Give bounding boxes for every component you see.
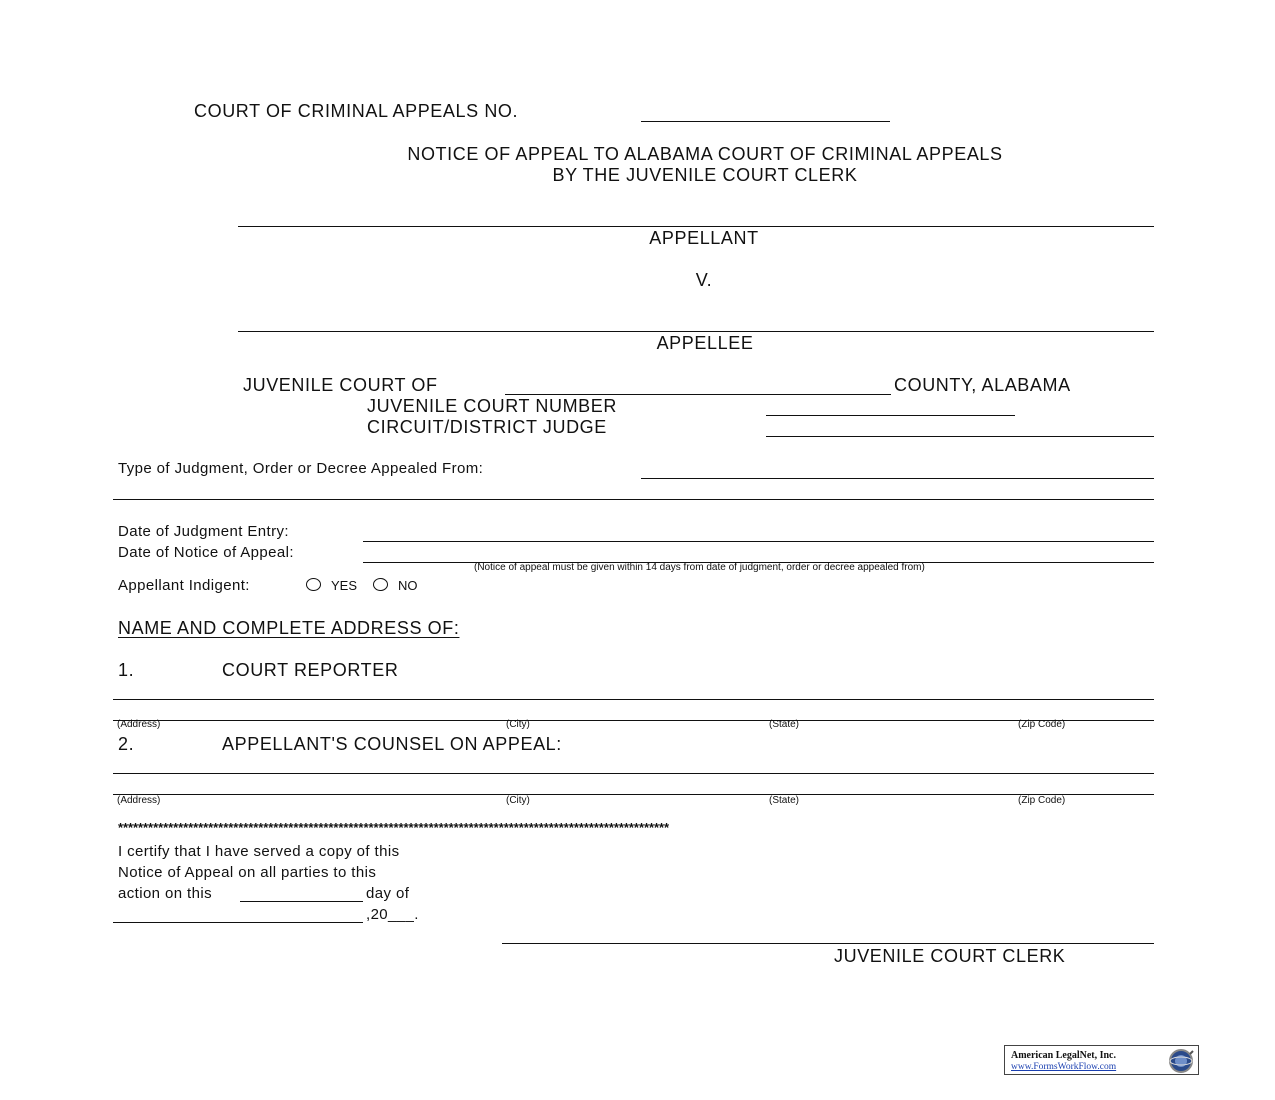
appellee-label: APPELLEE — [656, 333, 754, 353]
item1-number: 1. — [118, 660, 135, 680]
name-address-heading: NAME AND COMPLETE ADDRESS OF: — [118, 618, 460, 638]
indigent-label: Appellant Indigent: — [118, 577, 250, 594]
form-title-line1: NOTICE OF APPEAL TO ALABAMA COURT OF CRIMINAL APPEALS — [407, 144, 1003, 164]
certify-line3-start: action on this — [118, 885, 212, 902]
versus-label: V. — [695, 270, 713, 290]
certify-line2: Notice of Appeal on all parties to this — [118, 864, 377, 881]
zip-caption: (Zip Code) — [1018, 795, 1066, 806]
logo-company-name: American LegalNet, Inc. — [1011, 1050, 1116, 1061]
juvenile-court-number-label: JUVENILE COURT NUMBER — [367, 396, 617, 416]
judgment-type-label: Type of Judgment, Order or Decree Appealed From: — [118, 460, 484, 477]
zip-caption: (Zip Code) — [1018, 719, 1066, 730]
american-legalnet-logo — [1004, 1045, 1199, 1075]
state-caption: (State) — [769, 795, 800, 806]
county-alabama-label: COUNTY, ALABAMA — [894, 375, 1071, 395]
date-notice-label: Date of Notice of Appeal: — [118, 544, 294, 561]
counsel-label: APPELLANT'S COUNSEL ON APPEAL: — [222, 734, 562, 754]
clerk-signature-field[interactable] — [502, 943, 1154, 944]
certify-year: ,20___. — [366, 906, 419, 923]
circuit-judge-field[interactable] — [766, 436, 1154, 437]
juvenile-court-of-label: JUVENILE COURT OF — [243, 375, 438, 395]
court-no-field[interactable] — [641, 121, 890, 122]
indigent-no-label: NO — [398, 578, 418, 593]
court-reporter-address-field[interactable] — [113, 720, 1154, 721]
judgment-type-field[interactable] — [641, 478, 1154, 479]
city-caption: (City) — [506, 719, 530, 730]
indigent-yes-label: YES — [331, 578, 358, 593]
appellee-field[interactable] — [238, 331, 1154, 332]
certify-day-field[interactable] — [240, 901, 363, 902]
counsel-address-field[interactable] — [113, 794, 1154, 795]
juvenile-court-number-field[interactable] — [766, 415, 1015, 416]
clerk-signature-label: JUVENILE COURT CLERK — [834, 946, 1066, 966]
address-caption: (Address) — [117, 719, 161, 730]
city-caption: (City) — [506, 795, 530, 806]
circuit-judge-label: CIRCUIT/DISTRICT JUDGE — [367, 417, 607, 437]
counsel-name-field[interactable] — [113, 773, 1154, 774]
appellant-field[interactable] — [238, 226, 1154, 227]
county-field[interactable] — [505, 394, 891, 395]
address-caption: (Address) — [117, 795, 161, 806]
court-reporter-label: COURT REPORTER — [222, 660, 399, 680]
certify-month-field[interactable] — [113, 922, 363, 923]
appellant-label: APPELLANT — [649, 228, 759, 248]
state-caption: (State) — [769, 719, 800, 730]
date-judgment-field[interactable] — [363, 541, 1154, 542]
judgment-type-field-continued[interactable] — [113, 499, 1154, 500]
separator-asterisks: ************************************************************************************************************** — [118, 820, 670, 835]
notice-deadline-note: (Notice of appeal must be given within 14 days from date of judgment, order or decree appealed from) — [474, 562, 925, 573]
item2-number: 2. — [118, 734, 135, 754]
indigent-no-radio[interactable] — [373, 578, 388, 591]
globe-icon — [1168, 1048, 1194, 1074]
court-no-label: COURT OF CRIMINAL APPEALS NO. — [194, 101, 519, 121]
indigent-yes-radio[interactable] — [306, 578, 321, 591]
form-title-line2: BY THE JUVENILE COURT CLERK — [552, 165, 858, 185]
certify-line1: I certify that I have served a copy of this — [118, 843, 400, 860]
certify-line3-end: day of — [366, 885, 410, 902]
date-judgment-label: Date of Judgment Entry: — [118, 523, 289, 540]
court-reporter-name-field[interactable] — [113, 699, 1154, 700]
logo-website-link[interactable]: www.FormsWorkFlow.com — [1011, 1062, 1117, 1072]
